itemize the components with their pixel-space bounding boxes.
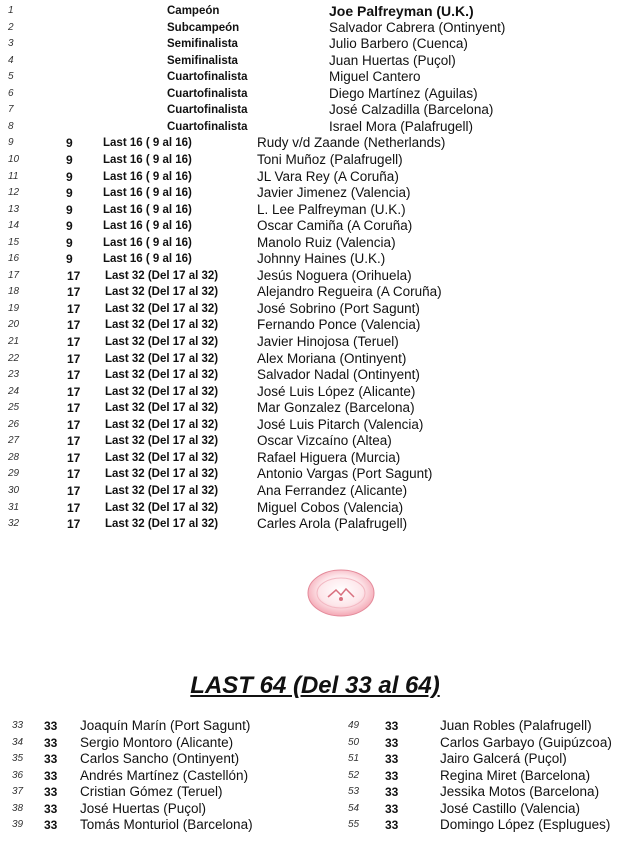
row-number: 13: [8, 203, 20, 215]
table-row: [0, 69, 630, 86]
row-player: Tomás Monturiol (Barcelona): [80, 817, 253, 833]
row-player: Antonio Vargas (Port Sagunt): [257, 466, 433, 482]
row-category: Cuartofinalista: [167, 120, 248, 133]
row-player: Javier Jimenez (Valencia): [257, 185, 411, 201]
row-player: Javier Hinojosa (Teruel): [257, 334, 399, 349]
row-player: Salvador Cabrera (Ontinyent): [329, 19, 506, 35]
row-position: 9: [66, 252, 73, 267]
row-number: 10: [8, 153, 20, 165]
row-position: 9: [66, 219, 73, 234]
row-category: Last 32 (Del 17 al 32): [105, 286, 219, 299]
table-row: [0, 483, 630, 500]
row-player: Diego Martínez (Aguilas): [329, 85, 478, 101]
row-number: 18: [8, 286, 20, 298]
table-row: [0, 768, 630, 785]
row-category: Cuartofinalista: [167, 87, 248, 100]
row-number: 5: [8, 71, 14, 83]
row-category: Last 32 (Del 17 al 32): [105, 402, 219, 415]
row-number: 2: [8, 21, 14, 33]
row-position: 17: [67, 467, 81, 482]
table-row: [0, 218, 630, 235]
row-number: 55: [348, 819, 360, 831]
row-position: 17: [67, 285, 81, 300]
row-player: Salvador Nadal (Ontinyent): [257, 367, 420, 383]
table-row: [0, 384, 630, 401]
row-player: Cristian Gómez (Teruel): [80, 784, 223, 800]
row-player: Alex Moriana (Ontinyent): [257, 350, 407, 366]
row-category: Last 32 (Del 17 al 32): [105, 302, 219, 315]
row-number: 22: [8, 352, 20, 364]
row-number: 52: [348, 769, 360, 781]
row-number: 21: [8, 336, 20, 347]
row-position: 9: [66, 202, 73, 217]
row-position: 33: [385, 752, 399, 767]
row-number: 35: [12, 753, 24, 765]
row-category: Cuartofinalista: [167, 71, 248, 84]
row-player: Fernando Ponce (Valencia): [257, 317, 421, 333]
row-category: Last 32 (Del 17 al 32): [105, 336, 219, 348]
row-player: Juan Robles (Palafrugell): [440, 718, 592, 733]
row-category: Last 32 (Del 17 al 32): [105, 451, 219, 464]
row-position: 33: [44, 768, 58, 783]
row-number: 15: [8, 236, 20, 248]
row-number: 20: [8, 319, 20, 331]
row-category: Semifinalista: [167, 54, 238, 67]
row-category: Last 32 (Del 17 al 32): [105, 468, 219, 481]
table-row: [0, 417, 630, 434]
row-number: 28: [8, 451, 20, 463]
table-row: [0, 516, 630, 533]
row-player: José Castillo (Valencia): [440, 800, 581, 816]
row-category: Last 32 (Del 17 al 32): [105, 518, 219, 531]
row-category: Subcampeón: [167, 21, 240, 34]
row-player: José Huertas (Puçol): [80, 800, 207, 816]
row-position: 17: [67, 268, 81, 283]
row-player: Oscar Vizcaíno (Altea): [257, 433, 392, 449]
row-number: 3: [8, 38, 14, 50]
row-position: 17: [67, 417, 81, 432]
row-player: Regina Miret (Barcelona): [440, 767, 591, 783]
table-row: [0, 86, 630, 103]
row-category: Last 32 (Del 17 al 32): [105, 352, 219, 365]
row-position: 9: [66, 136, 73, 151]
row-player: Joaquín Marín (Port Sagunt): [80, 718, 251, 733]
table-row: [0, 317, 630, 334]
table-row: [0, 3, 630, 20]
row-number: 38: [12, 802, 24, 814]
row-position: 17: [67, 483, 81, 498]
row-player: Manolo Ruiz (Valencia): [257, 234, 396, 250]
table-row: [0, 185, 630, 202]
table-row: [0, 152, 630, 169]
row-number: 19: [8, 302, 20, 314]
row-player: José Luis López (Alicante): [257, 383, 416, 399]
table-row: [0, 135, 630, 152]
row-number: 51: [348, 753, 360, 765]
tournament-seal-icon: [306, 568, 376, 618]
section-title: LAST 64 (Del 33 al 64): [190, 672, 440, 699]
row-number: 16: [8, 253, 20, 265]
row-category: Last 32 (Del 17 al 32): [105, 484, 219, 497]
row-position: 33: [44, 801, 58, 816]
table-row: [0, 235, 630, 252]
row-number: 53: [348, 786, 360, 798]
table-row: [0, 801, 630, 818]
table-row: [0, 718, 630, 735]
row-category: Last 16 ( 9 al 16): [103, 236, 192, 249]
table-row: [0, 367, 630, 384]
table-row: [0, 202, 630, 219]
row-number: 26: [8, 418, 20, 430]
row-position: 17: [67, 384, 81, 399]
row-player: Rafael Higuera (Murcia): [257, 449, 401, 465]
table-row: [0, 334, 630, 351]
table-row: [0, 268, 630, 285]
table-row: [0, 301, 630, 318]
row-number: 24: [8, 385, 20, 397]
row-number: 31: [8, 501, 20, 513]
row-number: 36: [12, 769, 24, 781]
row-category: Last 32 (Del 17 al 32): [105, 385, 219, 398]
row-position: 33: [44, 818, 58, 833]
row-category: Last 16 ( 9 al 16): [103, 153, 192, 166]
table-row: [0, 466, 630, 483]
table-row: [0, 36, 630, 53]
row-number: 32: [8, 518, 20, 530]
row-number: 9: [8, 137, 14, 149]
table-row: [0, 751, 630, 768]
row-number: 33: [12, 720, 24, 731]
row-player: Miguel Cantero: [329, 69, 421, 85]
row-category: Last 16 ( 9 al 16): [103, 220, 192, 233]
row-category: Last 16 ( 9 al 16): [103, 170, 192, 183]
row-player: Carlos Garbayo (Guipúzcoa): [440, 734, 612, 750]
row-category: Last 32 (Del 17 al 32): [105, 435, 219, 448]
table-row: [0, 119, 630, 136]
row-position: 17: [67, 517, 81, 532]
row-player: Jessika Motos (Barcelona): [440, 784, 600, 800]
row-player: José Sobrino (Port Sagunt): [257, 300, 420, 316]
table-row: [0, 400, 630, 417]
table-row: [0, 20, 630, 37]
row-number: 25: [8, 402, 20, 414]
row-position: 33: [44, 752, 58, 767]
row-position: 17: [67, 500, 81, 515]
row-number: 30: [8, 484, 20, 496]
row-player: L. Lee Palfreyman (U.K.): [257, 201, 406, 217]
row-number: 50: [348, 736, 360, 748]
row-position: 33: [44, 719, 58, 733]
row-player: Ana Ferrandez (Alicante): [257, 482, 408, 498]
row-position: 33: [385, 719, 399, 733]
row-player: Jesús Noguera (Orihuela): [257, 267, 412, 283]
table-row: [0, 500, 630, 517]
row-player: José Calzadilla (Barcelona): [329, 102, 494, 118]
row-player: Rudy v/d Zaande (Netherlands): [257, 135, 446, 151]
row-player: Miguel Cobos (Valencia): [257, 499, 404, 515]
row-number: 6: [8, 87, 14, 99]
row-player: Julio Barbero (Cuenca): [329, 36, 468, 52]
row-position: 17: [67, 301, 81, 316]
table-row: [0, 784, 630, 801]
row-category: Semifinalista: [167, 38, 238, 51]
row-number: 49: [348, 720, 360, 731]
row-category: Campeón: [167, 5, 220, 17]
row-player: Andrés Martínez (Castellón): [80, 767, 249, 783]
row-player: Alejandro Regueira (A Coruña): [257, 284, 442, 300]
row-category: Last 16 ( 9 al 16): [103, 137, 192, 150]
row-player: Joe Palfreyman (U.K.): [329, 3, 474, 19]
row-player: Toni Muñoz (Palafrugell): [257, 151, 403, 167]
row-category: Last 16 ( 9 al 16): [103, 203, 192, 216]
row-position: 17: [67, 368, 81, 383]
row-position: 9: [66, 186, 73, 201]
row-position: 33: [44, 785, 58, 800]
row-player: Mar Gonzalez (Barcelona): [257, 400, 415, 416]
row-player: Domingo López (Esplugues): [440, 817, 611, 833]
row-player: Carlos Sancho (Ontinyent): [80, 751, 240, 767]
row-category: Last 32 (Del 17 al 32): [105, 319, 219, 332]
row-category: Cuartofinalista: [167, 104, 248, 117]
row-player: José Luis Pitarch (Valencia): [257, 416, 424, 432]
row-position: 33: [385, 768, 399, 783]
row-category: Last 32 (Del 17 al 32): [105, 369, 219, 382]
row-position: 17: [67, 351, 81, 366]
row-player: Johnny Haines (U.K.): [257, 251, 386, 267]
row-player: Israel Mora (Palafrugell): [329, 118, 474, 134]
row-number: 1: [8, 5, 14, 16]
row-position: 17: [67, 434, 81, 449]
row-category: Last 32 (Del 17 al 32): [105, 501, 219, 514]
row-number: 29: [8, 468, 20, 480]
row-position: 33: [385, 735, 399, 750]
row-number: 37: [12, 786, 24, 798]
row-category: Last 16 ( 9 al 16): [103, 253, 192, 266]
row-position: 9: [66, 152, 73, 167]
row-position: 17: [67, 318, 81, 333]
row-position: 17: [67, 335, 81, 349]
table-row: [0, 351, 630, 368]
row-number: 14: [8, 220, 20, 232]
row-player: Juan Huertas (Puçol): [329, 52, 456, 68]
table-row: [0, 433, 630, 450]
table-row: [0, 169, 630, 186]
table-row: [0, 450, 630, 467]
row-player: Jairo Galcerá (Puçol): [440, 751, 567, 767]
row-number: 11: [8, 170, 19, 182]
row-position: 33: [385, 818, 399, 833]
row-position: 33: [44, 735, 58, 750]
row-number: 17: [8, 269, 20, 281]
row-number: 8: [8, 120, 14, 132]
table-row: [0, 102, 630, 119]
row-number: 7: [8, 104, 14, 116]
row-position: 9: [66, 235, 73, 250]
row-player: Carles Arola (Palafrugell): [257, 516, 408, 532]
row-player: JL Vara Rey (A Coruña): [257, 168, 399, 184]
row-number: 39: [12, 819, 24, 831]
row-position: 33: [385, 801, 399, 816]
table-row: [0, 817, 630, 834]
row-number: 23: [8, 369, 20, 381]
row-position: 17: [67, 450, 81, 465]
row-number: 34: [12, 736, 24, 748]
row-player: Oscar Camiña (A Coruña): [257, 218, 413, 234]
row-number: 4: [8, 54, 14, 66]
row-position: 17: [67, 401, 81, 416]
table-row: [0, 284, 630, 301]
row-number: 27: [8, 435, 20, 447]
row-category: Last 32 (Del 17 al 32): [105, 269, 219, 282]
row-position: 9: [66, 169, 73, 184]
table-row: [0, 53, 630, 70]
table-row: [0, 735, 630, 752]
row-number: 54: [348, 802, 360, 814]
table-row: [0, 251, 630, 268]
row-category: Last 32 (Del 17 al 32): [105, 418, 219, 431]
row-number: 12: [8, 187, 20, 199]
row-player: Sergio Montoro (Alicante): [80, 734, 234, 750]
row-category: Last 16 ( 9 al 16): [103, 187, 192, 200]
row-position: 33: [385, 785, 399, 800]
